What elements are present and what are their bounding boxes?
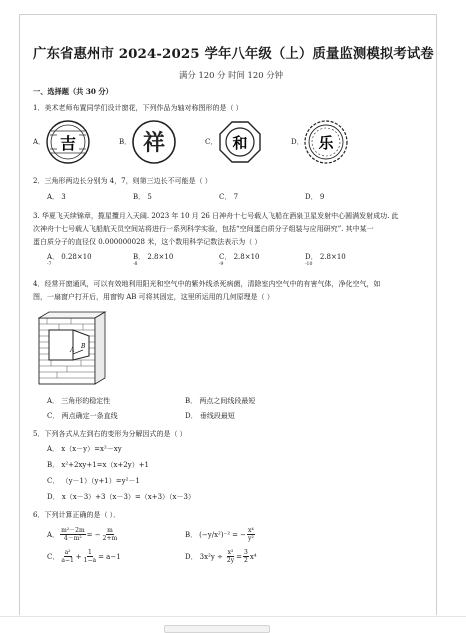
q3-option-c: C． 2.8×10-9 (219, 253, 260, 267)
q4-options (47, 394, 429, 424)
q5-options (33, 441, 429, 505)
q4-line-1: 4．经常开窗通风，可以有效地利用阳光和空气中的紫外线杀死病菌，清除室内空气中的有害气体，净化空气，如 (33, 280, 381, 288)
section-heading: 一、选择题（共 30 分） (33, 87, 113, 96)
q4-line-2: 图，一扇窗户打开后，用窗钩 AB 可将其固定，这里所运用的几何原理是（ ） (33, 293, 274, 301)
glyph-he: 和 (232, 134, 248, 152)
document-page (19, 14, 437, 615)
q4-option-c: C． 两点确定一条直线 (47, 412, 118, 420)
question-2: 2．三角形两边长分别为 4，7，则第三边长不可能是（ ） (33, 177, 212, 185)
window-pattern-he-image (217, 119, 263, 165)
glyph-le: 乐 (318, 134, 334, 152)
question-1: 1．美术老师布置同学们设计窗花，下列作品为轴对称图形的是（ ） (33, 104, 243, 112)
q2-option-c: C． 7 (219, 193, 239, 201)
glyph-ji: 吉 (59, 134, 77, 153)
q3-line-3: 蛋白质分子的直径仅 0.000000028 米，这个数用科学记数法表示为（ ） (33, 238, 262, 246)
q2-options (47, 192, 429, 202)
q2-option-d: D． 9 (305, 193, 325, 201)
q2-option-a: A． 3 (47, 193, 66, 201)
q1-options (33, 119, 429, 165)
question-6: 6．下列计算正确的是（ ）． (33, 511, 121, 519)
q3-option-d: D． 2.8×10-10 (305, 253, 346, 267)
point-label-b: B (81, 343, 86, 350)
q2-option-b: B． 5 (133, 193, 152, 201)
q6-row-2 (47, 549, 429, 564)
point-label-a: A (70, 347, 75, 354)
q1-option-c (205, 119, 291, 165)
q6-option-a: A． $\frac{\text{m²－2m}}{\text{4－m²}}$ = − $\frac{m}{2+m}$ (47, 527, 118, 542)
option-label: D． (291, 138, 304, 146)
exam-sheet (33, 43, 434, 564)
exam-title: 广东省惠州市 2024-2025 学年八年级（上）质量监测模拟考试卷 (33, 46, 434, 62)
window-pattern-xiang-image (131, 119, 177, 165)
glyph-xiang: 祥 (142, 130, 166, 156)
question-5: 5．下列各式从左到右的变形为分解因式的是（ ） (33, 430, 187, 438)
q6-option-d: D． 3x²y ÷ $\frac{\text{x²}}{2y}$ = $\frac{3}{2}$ x⁴ (185, 549, 257, 564)
q1-option-d (291, 119, 377, 165)
option-label: B． (119, 138, 132, 146)
window-figure (37, 310, 111, 388)
q3-option-a: A． 0.28×10-7 (47, 253, 92, 267)
q3-options (47, 252, 429, 270)
option-label: A． (33, 138, 46, 146)
q6-option-b: B． (−y/x²)⁻² = − $\frac{\text{x⁴}}{\text{y²}}$ (185, 527, 254, 542)
q6-row-1 (47, 527, 429, 542)
q5-option-b: B． x²+2xy+1=x（x+2y）+1 (47, 461, 150, 469)
q5-option-c: C． （y－1）（y+1）=y²－1 (47, 477, 140, 485)
q1-option-b (119, 119, 205, 165)
question-3 (33, 210, 429, 249)
exam-subtitle: 满分 120 分 时间 120 分钟 (179, 70, 283, 80)
q4-option-d: D． 垂线段最短 (185, 412, 235, 420)
question-4 (33, 278, 429, 304)
q5-option-d: D． x（x－3）+3（x－3）=（x+3）（x－3） (47, 493, 195, 501)
q3-line-2: 次神舟十七号载人飞船航天员空间站将进行一系列科学实验，包括“空间蛋白质分子组装与应用研究”. 其中某一 (33, 225, 374, 233)
option-label: C． (205, 138, 218, 146)
q1-option-a (33, 119, 119, 165)
q4-option-b: B． 两点之间线段最短 (185, 397, 256, 405)
window-pattern-ji-image (45, 119, 91, 165)
viewer-bottom-edge (0, 616, 466, 617)
q3-line-1: 3. 华夏飞天续锦章，揽星攬月入天阔. 2023 年 10 月 26 日神舟十七号载人飞船在酒泉卫星发射中心圆满发射成功. 此 (33, 212, 399, 220)
q5-option-a: A． x（x－y）=x²－xy (47, 445, 122, 453)
q3-option-b: B． 2.8×10-8 (133, 253, 174, 267)
window-pattern-le-image (303, 119, 349, 165)
horizontal-scrollbar[interactable] (164, 625, 270, 633)
q4-option-a: A． 三角形的稳定性 (47, 397, 111, 405)
q6-option-c: C． $\frac{\text{a²}}{a-1}$ + $\frac{1}{1-a}$ = a−1 (47, 549, 121, 564)
